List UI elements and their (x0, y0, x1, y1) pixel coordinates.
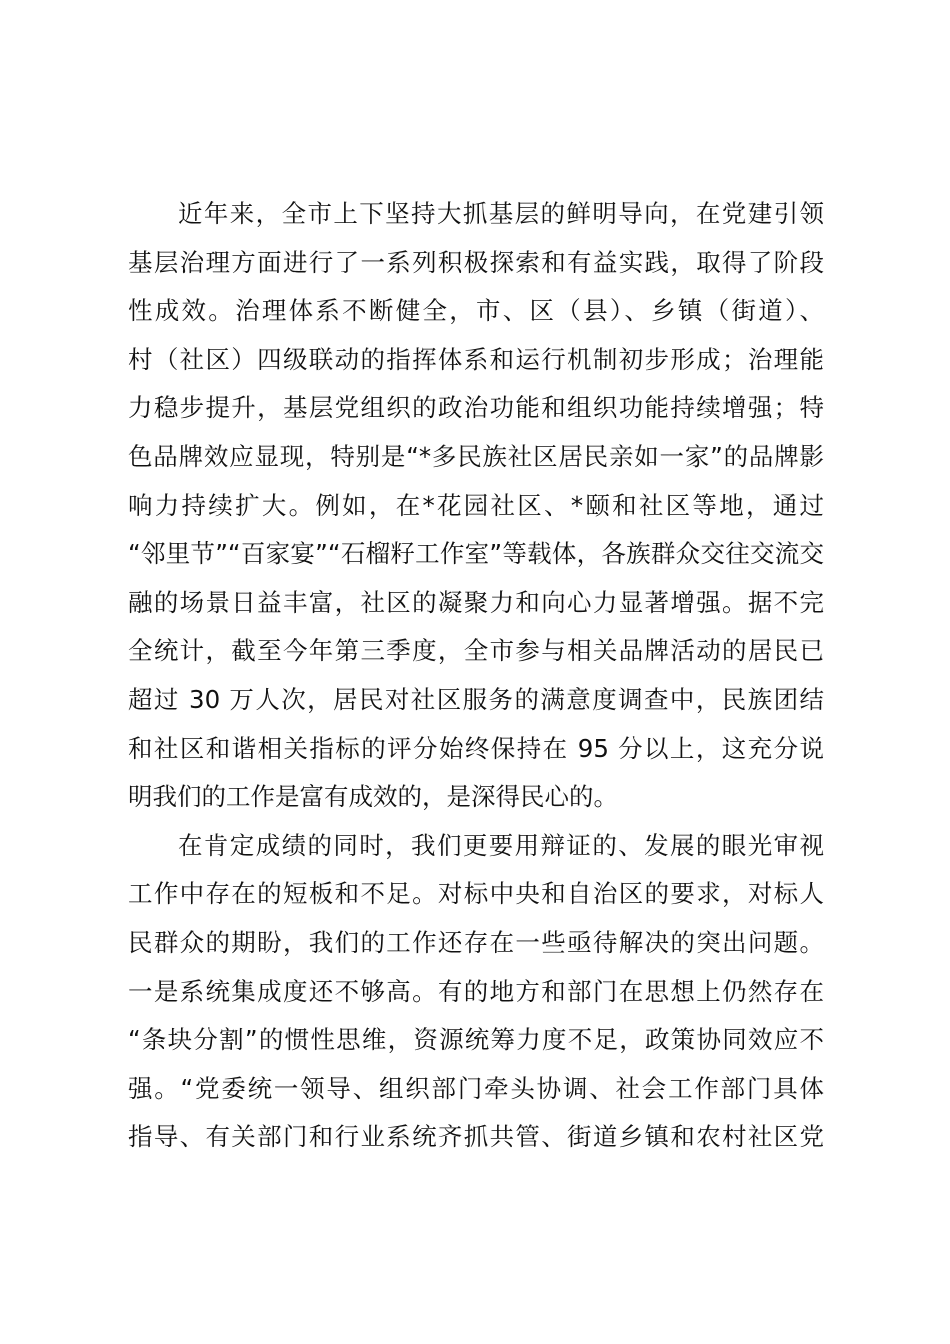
text-line: 工作中存在的短板和不足。对标中央和自治区的要求，对标人 (128, 879, 824, 909)
text-line: 在肯定成绩的同时，我们更要用辩证的、发展的眼光审视 (178, 830, 824, 860)
document-body (128, 190, 824, 1162)
text-line: 响力持续扩大。例如，在*花园社区、*颐和社区等地，通过 (128, 490, 824, 520)
text-line: 民群众的期盼，我们的工作还存在一些亟待解决的突出问题。 (128, 927, 824, 957)
paragraph-achievements (128, 190, 824, 822)
text-line: 全统计，截至今年第三季度，全市参与相关品牌活动的居民已 (128, 636, 824, 666)
text-line: 明我们的工作是富有成效的，是深得民心的。 (128, 782, 618, 812)
text-line: 指导、有关部门和行业系统齐抓共管、街道乡镇和农村社区党 (128, 1122, 824, 1152)
text-line: 强。“党委统一领导、组织部门牵头协调、社会工作部门具体 (128, 1073, 824, 1103)
text-line: 性成效。治理体系不断健全，市、区（县）、乡镇（街道）、 (128, 296, 824, 326)
text-line: “条块分割”的惯性思维，资源统筹力度不足，政策协同效应不 (128, 1025, 824, 1055)
text-line: 一是系统集成度还不够高。有的地方和部门在思想上仍然存在 (128, 976, 824, 1006)
text-line: 和社区和谐相关指标的评分始终保持在 95 分以上，这充分说 (128, 733, 824, 763)
text-line: 村（社区）四级联动的指挥体系和运行机制初步形成；治理能 (128, 344, 824, 374)
paragraph-shortcomings (128, 822, 824, 1162)
text-line: 近年来，全市上下坚持大抓基层的鲜明导向，在党建引领 (178, 199, 824, 228)
text-line: 基层治理方面进行了一系列积极探索和有益实践，取得了阶段 (128, 247, 824, 277)
text-line: 超过 30 万人次，居民对社区服务的满意度调查中，民族团结 (128, 684, 824, 714)
text-line: 色品牌效应显现，特别是“*多民族社区居民亲如一家”的品牌影 (128, 441, 824, 471)
text-line: 融的场景日益丰富，社区的凝聚力和向心力显著增强。据不完 (128, 587, 824, 617)
text-line: “邻里节”“百家宴”“石榴籽工作室”等载体，各族群众交往交流交 (128, 539, 824, 569)
text-line: 力稳步提升，基层党组织的政治功能和组织功能持续增强；特 (128, 393, 824, 423)
